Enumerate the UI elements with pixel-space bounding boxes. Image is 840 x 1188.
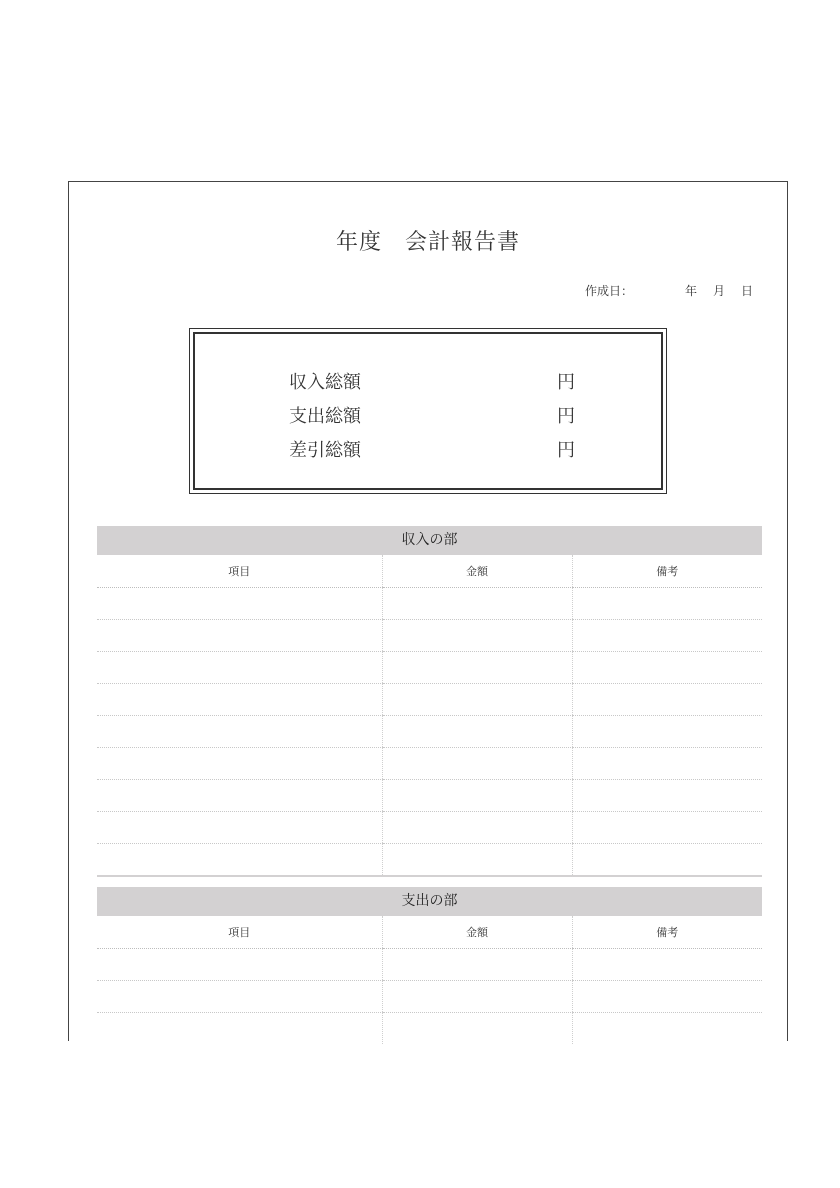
summary-row-balance bbox=[289, 436, 589, 464]
note-cell[interactable] bbox=[572, 812, 762, 844]
income-section-header: 収入の部 bbox=[97, 526, 762, 555]
amount-cell[interactable] bbox=[382, 812, 572, 844]
expense-section-header: 支出の部 bbox=[97, 887, 762, 916]
income-section-footer-rule bbox=[97, 875, 762, 877]
column-header-item: 項目 bbox=[97, 555, 382, 588]
item-cell[interactable] bbox=[97, 780, 382, 812]
note-cell[interactable] bbox=[572, 949, 762, 981]
note-cell[interactable] bbox=[572, 981, 762, 1013]
year-unit: 年 bbox=[684, 284, 697, 298]
table-row bbox=[97, 981, 762, 1013]
table-row bbox=[97, 588, 762, 620]
table-row bbox=[97, 844, 762, 876]
table-header-row bbox=[97, 916, 762, 949]
item-cell[interactable] bbox=[97, 844, 382, 876]
item-cell[interactable] bbox=[97, 1013, 382, 1045]
summary-row-expense bbox=[289, 402, 589, 430]
month-unit: 月 bbox=[712, 284, 725, 298]
income-table bbox=[97, 555, 762, 875]
amount-cell[interactable] bbox=[382, 716, 572, 748]
summary-unit: 円 bbox=[557, 406, 575, 427]
amount-cell[interactable] bbox=[382, 620, 572, 652]
column-header-item: 項目 bbox=[97, 916, 382, 949]
summary-unit: 円 bbox=[557, 372, 575, 393]
note-cell[interactable] bbox=[572, 652, 762, 684]
note-cell[interactable] bbox=[572, 620, 762, 652]
column-header-amount: 金額 bbox=[382, 916, 572, 949]
page-title: 年度 会計報告書 bbox=[335, 230, 520, 255]
amount-cell[interactable] bbox=[382, 652, 572, 684]
summary-unit: 円 bbox=[557, 440, 575, 461]
summary-box-inner bbox=[193, 332, 663, 490]
note-cell[interactable] bbox=[572, 588, 762, 620]
item-cell[interactable] bbox=[97, 652, 382, 684]
item-cell[interactable] bbox=[97, 588, 382, 620]
note-cell[interactable] bbox=[572, 684, 762, 716]
item-cell[interactable] bbox=[97, 716, 382, 748]
note-cell[interactable] bbox=[572, 844, 762, 876]
table-row bbox=[97, 1013, 762, 1045]
amount-cell[interactable] bbox=[382, 588, 572, 620]
report-sheet bbox=[68, 181, 788, 1041]
note-cell[interactable] bbox=[572, 716, 762, 748]
table-row bbox=[97, 652, 762, 684]
day-unit: 日 bbox=[740, 284, 753, 298]
item-cell[interactable] bbox=[97, 748, 382, 780]
summary-row-income bbox=[289, 368, 589, 396]
date-label: 作成日： bbox=[584, 284, 633, 298]
creation-date bbox=[585, 282, 753, 299]
column-header-note: 備考 bbox=[572, 916, 762, 949]
table-row bbox=[97, 949, 762, 981]
note-cell[interactable] bbox=[572, 780, 762, 812]
expense-section bbox=[97, 887, 762, 1044]
amount-cell[interactable] bbox=[382, 748, 572, 780]
column-header-note: 備考 bbox=[572, 555, 762, 588]
summary-box bbox=[189, 328, 667, 494]
income-section bbox=[97, 526, 762, 877]
amount-cell[interactable] bbox=[382, 981, 572, 1013]
table-row bbox=[97, 716, 762, 748]
amount-cell[interactable] bbox=[382, 949, 572, 981]
item-cell[interactable] bbox=[97, 684, 382, 716]
table-row bbox=[97, 812, 762, 844]
amount-cell[interactable] bbox=[382, 1013, 572, 1045]
table-row bbox=[97, 684, 762, 716]
table-row bbox=[97, 748, 762, 780]
item-cell[interactable] bbox=[97, 620, 382, 652]
summary-label: 差引総額 bbox=[289, 440, 361, 461]
note-cell[interactable] bbox=[572, 1013, 762, 1045]
summary-label: 収入総額 bbox=[289, 372, 361, 393]
amount-cell[interactable] bbox=[382, 780, 572, 812]
table-row bbox=[97, 620, 762, 652]
table-row bbox=[97, 780, 762, 812]
table-header-row bbox=[97, 555, 762, 588]
expense-table bbox=[97, 916, 762, 1044]
summary-label: 支出総額 bbox=[289, 406, 361, 427]
item-cell[interactable] bbox=[97, 812, 382, 844]
amount-cell[interactable] bbox=[382, 844, 572, 876]
note-cell[interactable] bbox=[572, 748, 762, 780]
item-cell[interactable] bbox=[97, 949, 382, 981]
item-cell[interactable] bbox=[97, 981, 382, 1013]
amount-cell[interactable] bbox=[382, 684, 572, 716]
column-header-amount: 金額 bbox=[382, 555, 572, 588]
